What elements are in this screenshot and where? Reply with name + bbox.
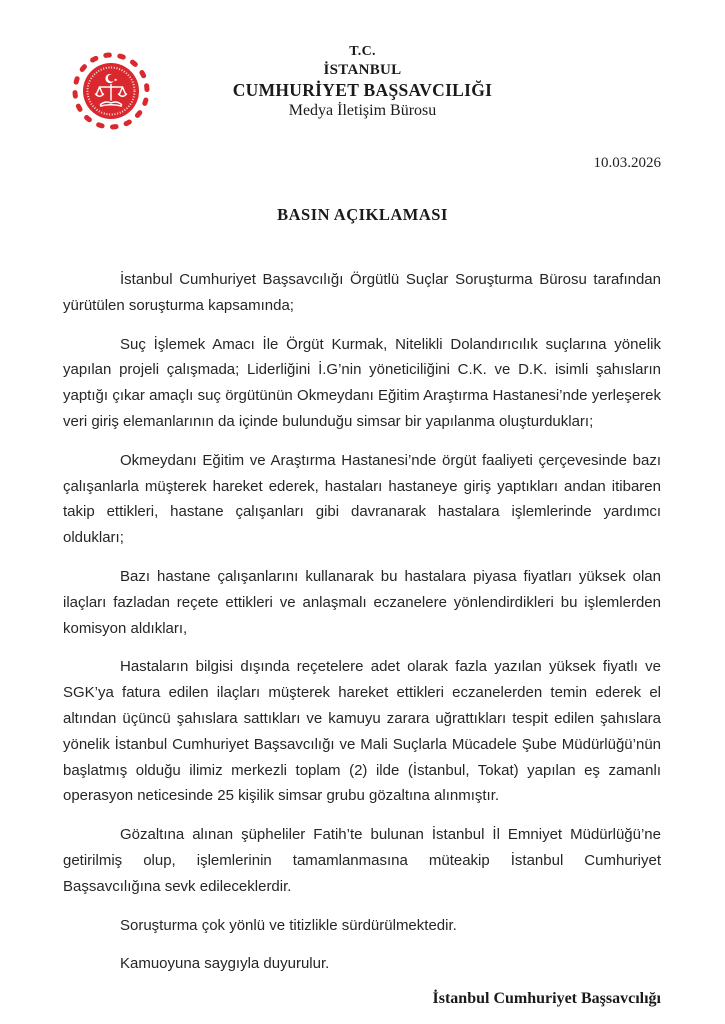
- signature-line: İstanbul Cumhuriyet Başsavcılığı: [432, 990, 661, 1008]
- letterhead: [0, 0, 725, 121]
- document-body: [63, 267, 661, 977]
- paragraph-2: Suç İşlemek Amacı İle Örgüt Kurmak, Nitelikli Dolandırıcılık suçlarına yönelik yapılan projeli çalışmada; Liderliğini İ.G’nin yöneticiliğini C.K. ve D.K. isimli şahısların yaptığı çıkar amaçlı suç örgütünün Okmeydanı Eğitim Araştırma Hastanesi’nde yerleşerek veri giriş elemanlarının da içinde bulunduğu simsar bir yapılanma oluşturdukları;: [63, 335, 661, 430]
- city-name: İSTANBUL: [323, 62, 402, 78]
- paragraph-7: Soruşturma çok yönlü ve titizlikle sürdürülmektedir.: [120, 916, 457, 934]
- document-title: BASIN AÇIKLAMASI: [277, 205, 448, 224]
- prosecutor-office-emblem-icon: [72, 52, 150, 130]
- bureau-name: Medya İletişim Bürosu: [288, 102, 437, 119]
- paragraph-1: İstanbul Cumhuriyet Başsavcılığı Örgütlü Suçlar Soruşturma Bürosu tarafından yürütülen soruşturma kapsamında;: [63, 271, 661, 314]
- paragraph-3: Okmeydanı Eğitim ve Araştırma Hastanesi’nde örgüt faaliyeti çerçevesinde bazı çalışanlarla müşterek hareket ederek, hastaları hastaneye giriş yaptıkları andan itibaren takip ettikleri, hastane çalışanları gibi davranarak hastalara işlemlerinde yardımcı oldukları;: [63, 451, 661, 547]
- paragraph-4: Bazı hastane çalışanlarını kullanarak bu hastalara piyasa fiyatları yüksek olan ilaçları fazladan reçete ettikleri ve anlaşmalı eczanelere yönlendirdikleri bu işlemlerden komisyon aldıkları,: [63, 567, 661, 637]
- document-date: 10.03.2026: [593, 155, 661, 171]
- paragraph-6: Gözaltına alınan şüpheliler Fatih’te bulunan İstanbul İl Emniyet Müdürlüğü’ne getirilmiş olup, işlemlerinin tamamlanmasına müteakip İstanbul Cumhuriyet Başsavcılığına sevk edileceklerdir.: [63, 826, 661, 895]
- republic-abbrev: T.C.: [349, 44, 376, 59]
- paragraph-5: Hastaların bilgisi dışında reçetelere adet olarak fazla yazılan yüksek fiyatlı ve SGK’ya fatura edilen ilaçları müşterek hareket ettikleri eczanelerden temin ederek el altından üçüncü şahıslara sattıkları ve kamuyu zarara uğrattıkları tespit edilen şahıslara yönelik İstanbul Cumhuriyet Başsavcılığı ve Mali Suçlarla Mücadele Şube Müdürlüğü’nün başlatmış olduğu ilimiz merkezli toplam (2) ilde (İstanbul, Tokat) yapılan eş zamanlı operasyon neticesinde 25 kişilik simsar grubu gözaltına alınmıştır.: [63, 658, 661, 805]
- paragraph-8: Kamuoyuna saygıyla duyurulur.: [120, 955, 330, 973]
- office-name: CUMHURİYET BAŞSAVCILIĞI: [232, 80, 493, 100]
